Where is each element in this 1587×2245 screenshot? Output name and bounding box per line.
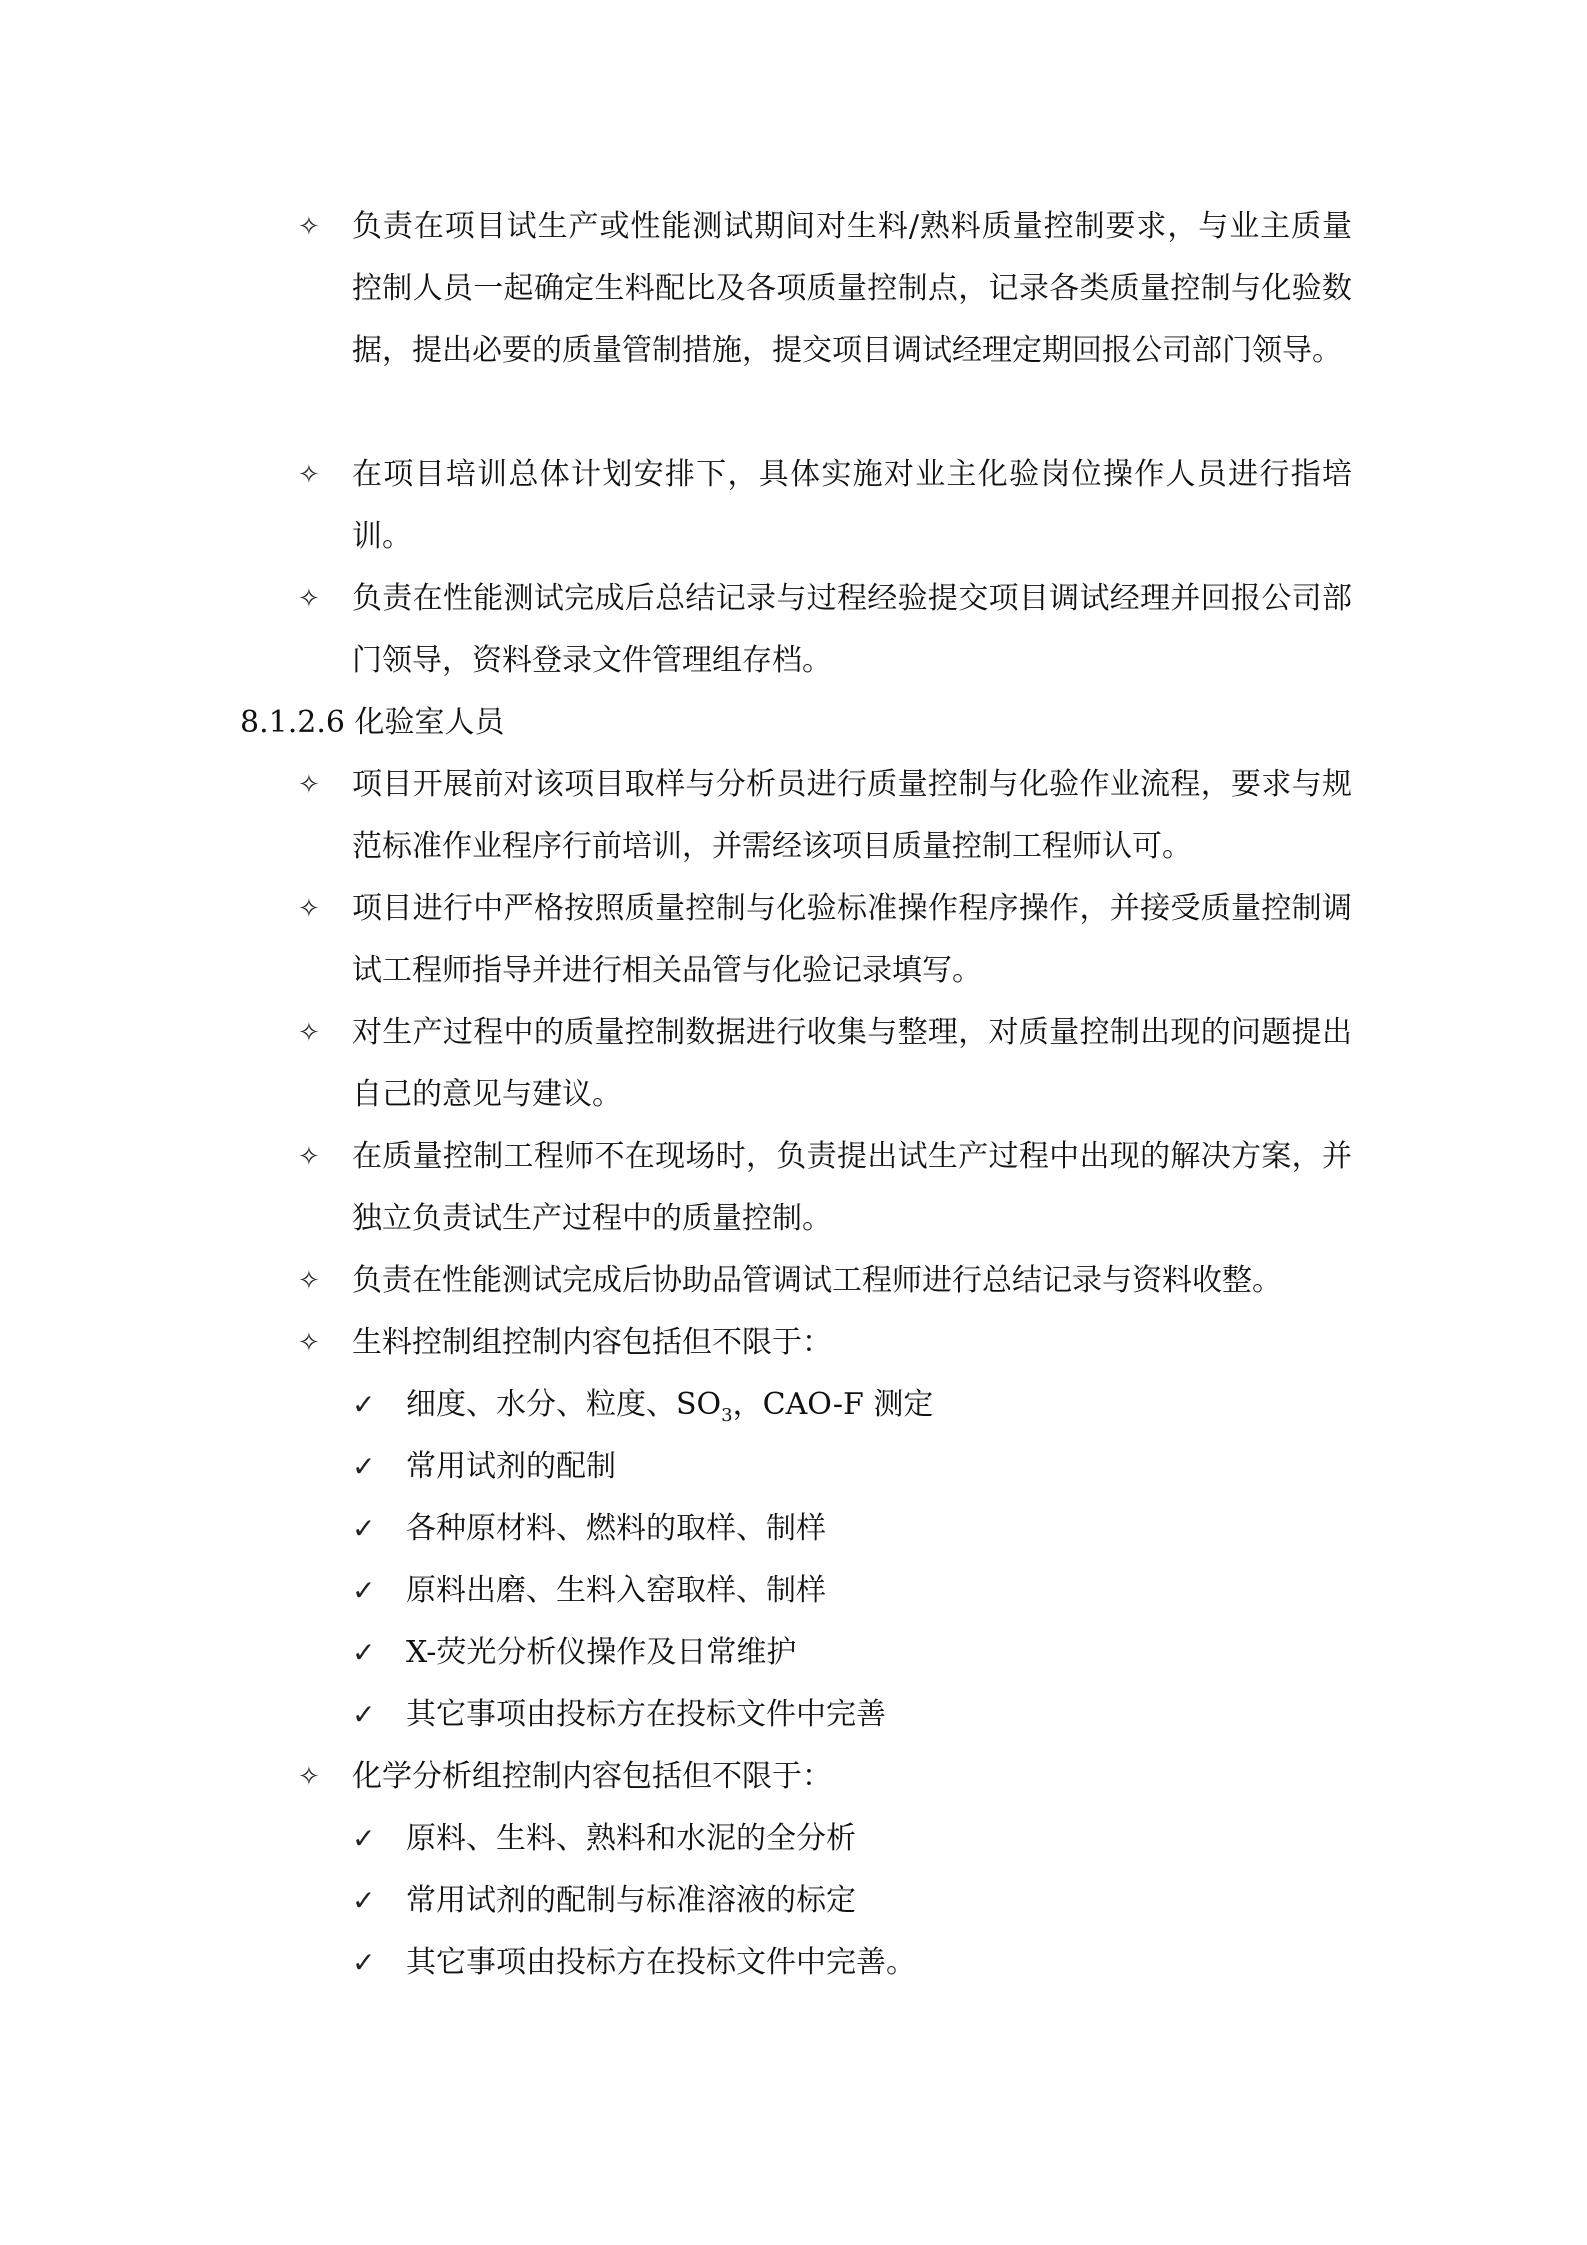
list-item: 负责在性能测试完成后协助品管调试工程师进行总结记录与资料收整。	[352, 1263, 1282, 1298]
list-item: 对生产过程中的质量控制数据进行收集与整理，对质量控制出现的问题提出自己的意见与建议。	[352, 1015, 1352, 1112]
list-item: 在项目培训总体计划安排下，具体实施对业主化验岗位操作人员进行指培训。	[352, 457, 1352, 554]
bullet-diamond-icon: ✧	[298, 212, 320, 242]
sub-list-item: 其它事项由投标方在投标文件中完善。	[406, 1945, 916, 1980]
checkmark-icon: ✓	[352, 1822, 376, 1855]
checkmark-icon: ✓	[352, 1512, 376, 1545]
sub-list-item: 原料、生料、熟料和水泥的全分析	[406, 1821, 856, 1856]
bullet-diamond-icon: ✧	[298, 460, 320, 490]
bullet-diamond-icon: ✧	[298, 1266, 320, 1296]
bullet-diamond-icon: ✧	[298, 584, 320, 614]
checkmark-icon: ✓	[352, 1574, 376, 1607]
bullet-diamond-icon: ✧	[298, 770, 320, 800]
sub-list-item: X-荧光分析仪操作及日常维护	[406, 1635, 797, 1670]
list-item: 项目进行中严格按照质量控制与化验标准操作程序操作，并接受质量控制调试工程师指导并进行相关品管与化验记录填写。	[352, 891, 1352, 988]
sub-list-item: 细度、水分、粒度、$SO_3$，CAO-F 测定	[406, 1387, 934, 1426]
list-item: 在质量控制工程师不在现场时，负责提出试生产过程中出现的解决方案，并独立负责试生产过程中的质量控制。	[352, 1139, 1352, 1236]
bullet-diamond-icon: ✧	[298, 1328, 320, 1358]
checkmark-icon: ✓	[352, 1698, 376, 1731]
checkmark-icon: ✓	[352, 1388, 376, 1421]
sub-list-item: 其它事项由投标方在投标文件中完善	[406, 1697, 886, 1732]
checkmark-icon: ✓	[352, 1946, 376, 1979]
group-title: 生料控制组控制内容包括但不限于：	[352, 1325, 832, 1360]
list-item: 项目开展前对该项目取样与分析员进行质量控制与化验作业流程，要求与规范标准作业程序行前培训，并需经该项目质量控制工程师认可。	[352, 767, 1352, 864]
bullet-diamond-icon: ✧	[298, 1018, 320, 1048]
list-item: 负责在性能测试完成后总结记录与过程经验提交项目调试经理并回报公司部门领导，资料登录文件管理组存档。	[352, 581, 1352, 678]
sub-list-item: 常用试剂的配制与标准溶液的标定	[406, 1883, 856, 1918]
checkmark-icon: ✓	[352, 1884, 376, 1917]
sub-list-item: 常用试剂的配制	[406, 1449, 616, 1484]
checkmark-icon: ✓	[352, 1450, 376, 1483]
sub-list-item: 原料出磨、生料入窑取样、制样	[406, 1573, 826, 1608]
bullet-diamond-icon: ✧	[298, 1142, 320, 1172]
list-item: 负责在项目试生产或性能测试期间对生料/熟料质量控制要求，与业主质量控制人员一起确定生料配比及各项质量控制点，记录各类质量控制与化验数据，提出必要的质量管制措施，提交项目调试经理定期回报公司部门领导。	[352, 209, 1352, 368]
checkmark-icon: ✓	[352, 1636, 376, 1669]
bullet-diamond-icon: ✧	[298, 894, 320, 924]
sub-list-item: 各种原材料、燃料的取样、制样	[406, 1511, 826, 1546]
bullet-diamond-icon: ✧	[298, 1762, 320, 1792]
section-heading: 8.1.2.6 化验室人员	[240, 705, 505, 740]
group-title: 化学分析组控制内容包括但不限于：	[352, 1759, 832, 1794]
